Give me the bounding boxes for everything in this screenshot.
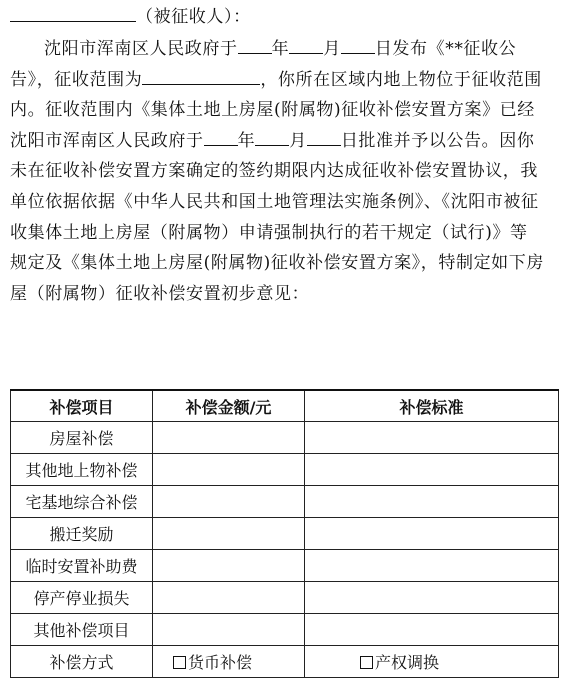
announce-month-blank[interactable]	[289, 38, 323, 54]
amount-cell[interactable]	[153, 422, 305, 454]
addressee-line	[10, 2, 545, 33]
announce-year-blank[interactable]	[238, 38, 272, 54]
standard-cell[interactable]	[305, 550, 559, 582]
body-text-7: 月	[289, 130, 307, 151]
body-text-6: 年	[237, 130, 256, 151]
table-row	[11, 486, 559, 518]
standard-cell[interactable]	[305, 614, 559, 646]
option-property-swap-label: 产权调换	[375, 653, 440, 672]
body-text-3: 月	[323, 39, 341, 59]
amount-cell[interactable]	[153, 614, 305, 646]
amount-cell[interactable]	[153, 582, 305, 614]
amount-cell[interactable]	[153, 454, 305, 486]
table-row	[11, 454, 559, 486]
amount-cell[interactable]	[153, 486, 305, 518]
table-row	[11, 422, 559, 454]
standard-cell[interactable]	[305, 422, 559, 454]
method-label: 补偿方式	[11, 646, 153, 678]
option-cash-label: 货币补偿	[188, 653, 253, 672]
method-row	[11, 646, 559, 678]
table-header-row	[11, 390, 559, 422]
table-row	[11, 614, 559, 646]
compensation-table	[10, 389, 559, 678]
approve-day-blank[interactable]	[307, 130, 341, 146]
checkbox-icon[interactable]	[360, 656, 373, 669]
scope-blank[interactable]	[142, 69, 260, 85]
header-item: 补偿项目	[11, 390, 153, 422]
checkbox-icon[interactable]	[173, 656, 186, 669]
standard-cell[interactable]	[305, 518, 559, 550]
header-standard: 补偿标准	[305, 390, 559, 422]
option-cash[interactable]	[153, 646, 305, 678]
row-item: 临时安置补助费	[11, 550, 153, 582]
approve-month-blank[interactable]	[255, 130, 289, 146]
body-text-5: ，你所在区域内地上物位于征收范围内。征收范围内《集体土地上房屋(附属物)征收补偿安置方案》已经沈阳市浑南区人民政府于	[10, 69, 542, 151]
body-text-2: 年	[271, 39, 290, 59]
notice-body	[10, 34, 545, 309]
addressee-suffix: （被征收人）：	[136, 7, 251, 27]
addressee-blank[interactable]	[10, 6, 136, 22]
option-property-swap[interactable]	[305, 646, 559, 678]
announce-day-blank[interactable]	[341, 38, 375, 54]
row-item: 房屋补偿	[11, 422, 153, 454]
table-row	[11, 518, 559, 550]
table-row	[11, 582, 559, 614]
standard-cell[interactable]	[305, 486, 559, 518]
header-amount: 补偿金额/元	[153, 390, 305, 422]
body-text-8: 日批准并予以公告。因你未在征收补偿安置方案确定的签约期限内达成征收补偿安置协议，我单位依据依据《中华人民共和国土地管理法实施条例》、《沈阳市被征收集体土地上房屋（附属物）申请强制执行的若干规定（试行)》等规定及《集体土地上房屋(附属物)征收补偿安置方案》，特制定如下房屋（附属物）征收补偿安置初步意见：	[10, 130, 544, 304]
amount-cell[interactable]	[153, 550, 305, 582]
body-text-4: 日发布《**征收公告》，征收范围为	[10, 39, 517, 90]
row-item: 搬迁奖励	[11, 518, 153, 550]
standard-cell[interactable]	[305, 454, 559, 486]
standard-cell[interactable]	[305, 582, 559, 614]
row-item: 其他地上物补偿	[11, 454, 153, 486]
table-row	[11, 550, 559, 582]
row-item: 停产停业损失	[11, 582, 153, 614]
row-item: 其他补偿项目	[11, 614, 153, 646]
body-text-1: 沈阳市浑南区人民政府于	[44, 39, 238, 59]
amount-cell[interactable]	[153, 518, 305, 550]
approve-year-blank[interactable]	[204, 130, 238, 146]
row-item: 宅基地综合补偿	[11, 486, 153, 518]
